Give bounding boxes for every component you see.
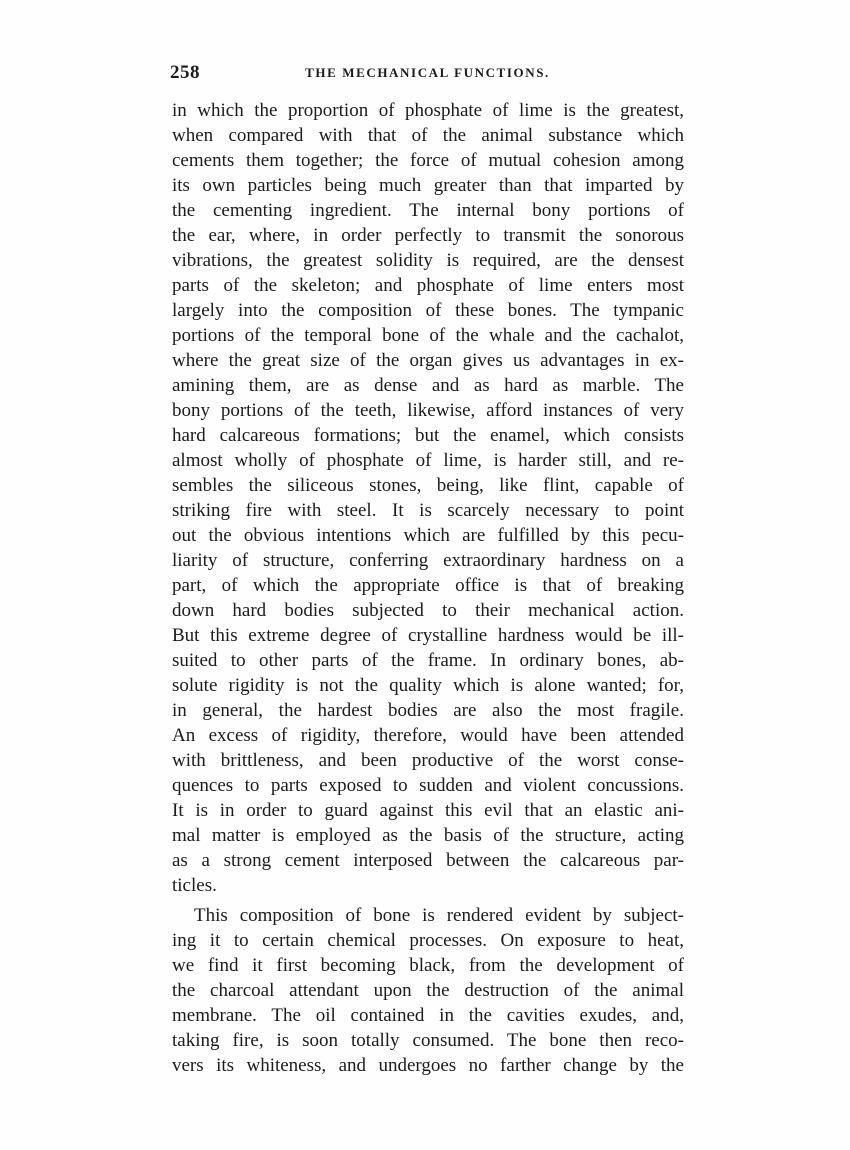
text-line: sembles the siliceous stones, being, like flint, capable of	[172, 475, 684, 496]
text-line: when compared with that of the animal substance which	[172, 125, 684, 146]
text-line: largely into the composition of these bones. The tympanic	[172, 300, 684, 321]
text-line: in general, the hardest bodies are also the most fragile.	[172, 700, 684, 721]
text-line: with brittleness, and been productive of the worst conse-	[172, 750, 684, 771]
text-line: cements them together; the force of mutual cohesion among	[172, 150, 684, 171]
text-line: as a strong cement interposed between the calcareous par-	[172, 850, 684, 871]
text-line: the cementing ingredient. The internal bony portions of	[172, 200, 684, 221]
text-line: portions of the temporal bone of the whale and the cachalot,	[172, 325, 684, 346]
text-line: striking fire with steel. It is scarcely necessary to point	[172, 500, 684, 521]
text-line: suited to other parts of the frame. In ordinary bones, ab-	[172, 650, 684, 671]
running-head	[170, 62, 685, 86]
text-line: the charcoal attendant upon the destruction of the animal	[172, 980, 684, 1001]
paragraph	[172, 903, 684, 1078]
text-line: amining them, are as dense and as hard as marble. The	[172, 375, 684, 396]
text-line: its own particles being much greater than that imparted by	[172, 175, 684, 196]
text-line: But this extreme degree of crystalline hardness would be ill-	[172, 625, 684, 646]
text-line: membrane. The oil contained in the cavities exudes, and,	[172, 1005, 684, 1026]
text-line: part, of which the appropriate office is that of breaking	[172, 575, 684, 596]
text-line: vibrations, the greatest solidity is required, are the densest	[172, 250, 684, 271]
text-line: solute rigidity is not the quality which is alone wanted; for,	[172, 675, 684, 696]
text-line: It is in order to guard against this evil that an elastic ani-	[172, 800, 684, 821]
text-line: An excess of rigidity, therefore, would have been attended	[172, 725, 684, 746]
text-line: mal matter is employed as the basis of the structure, acting	[172, 825, 684, 846]
body-text	[172, 98, 684, 1078]
text-line: ing it to certain chemical processes. On exposure to heat,	[172, 930, 684, 951]
paragraph	[172, 98, 684, 898]
text-line: quences to parts exposed to sudden and violent concussions.	[172, 775, 684, 796]
text-line: ticles.	[172, 875, 217, 896]
text-line: almost wholly of phosphate of lime, is harder still, and re-	[172, 450, 684, 471]
text-line: out the obvious intentions which are fulfilled by this pecu-	[172, 525, 684, 546]
text-line: where the great size of the organ gives us advantages in ex-	[172, 350, 684, 371]
page-number: 258	[170, 62, 200, 83]
text-line: parts of the skeleton; and phosphate of lime enters most	[172, 275, 684, 296]
text-line: taking fire, is soon totally consumed. The bone then reco-	[172, 1030, 684, 1051]
running-head-title: THE MECHANICAL FUNCTIONS.	[305, 65, 550, 80]
text-line: down hard bodies subjected to their mechanical action.	[172, 600, 684, 621]
text-line: in which the proportion of phosphate of lime is the greatest,	[172, 100, 684, 121]
text-line: liarity of structure, conferring extraordinary hardness on a	[172, 550, 684, 571]
text-line: we find it first becoming black, from the development of	[172, 955, 684, 976]
text-line: This composition of bone is rendered evident by subject-	[194, 905, 684, 926]
text-line: hard calcareous formations; but the enamel, which consists	[172, 425, 684, 446]
text-line: the ear, where, in order perfectly to transmit the sonorous	[172, 225, 684, 246]
text-line: vers its whiteness, and undergoes no farther change by the	[172, 1055, 684, 1076]
text-line: bony portions of the teeth, likewise, afford instances of very	[172, 400, 684, 421]
